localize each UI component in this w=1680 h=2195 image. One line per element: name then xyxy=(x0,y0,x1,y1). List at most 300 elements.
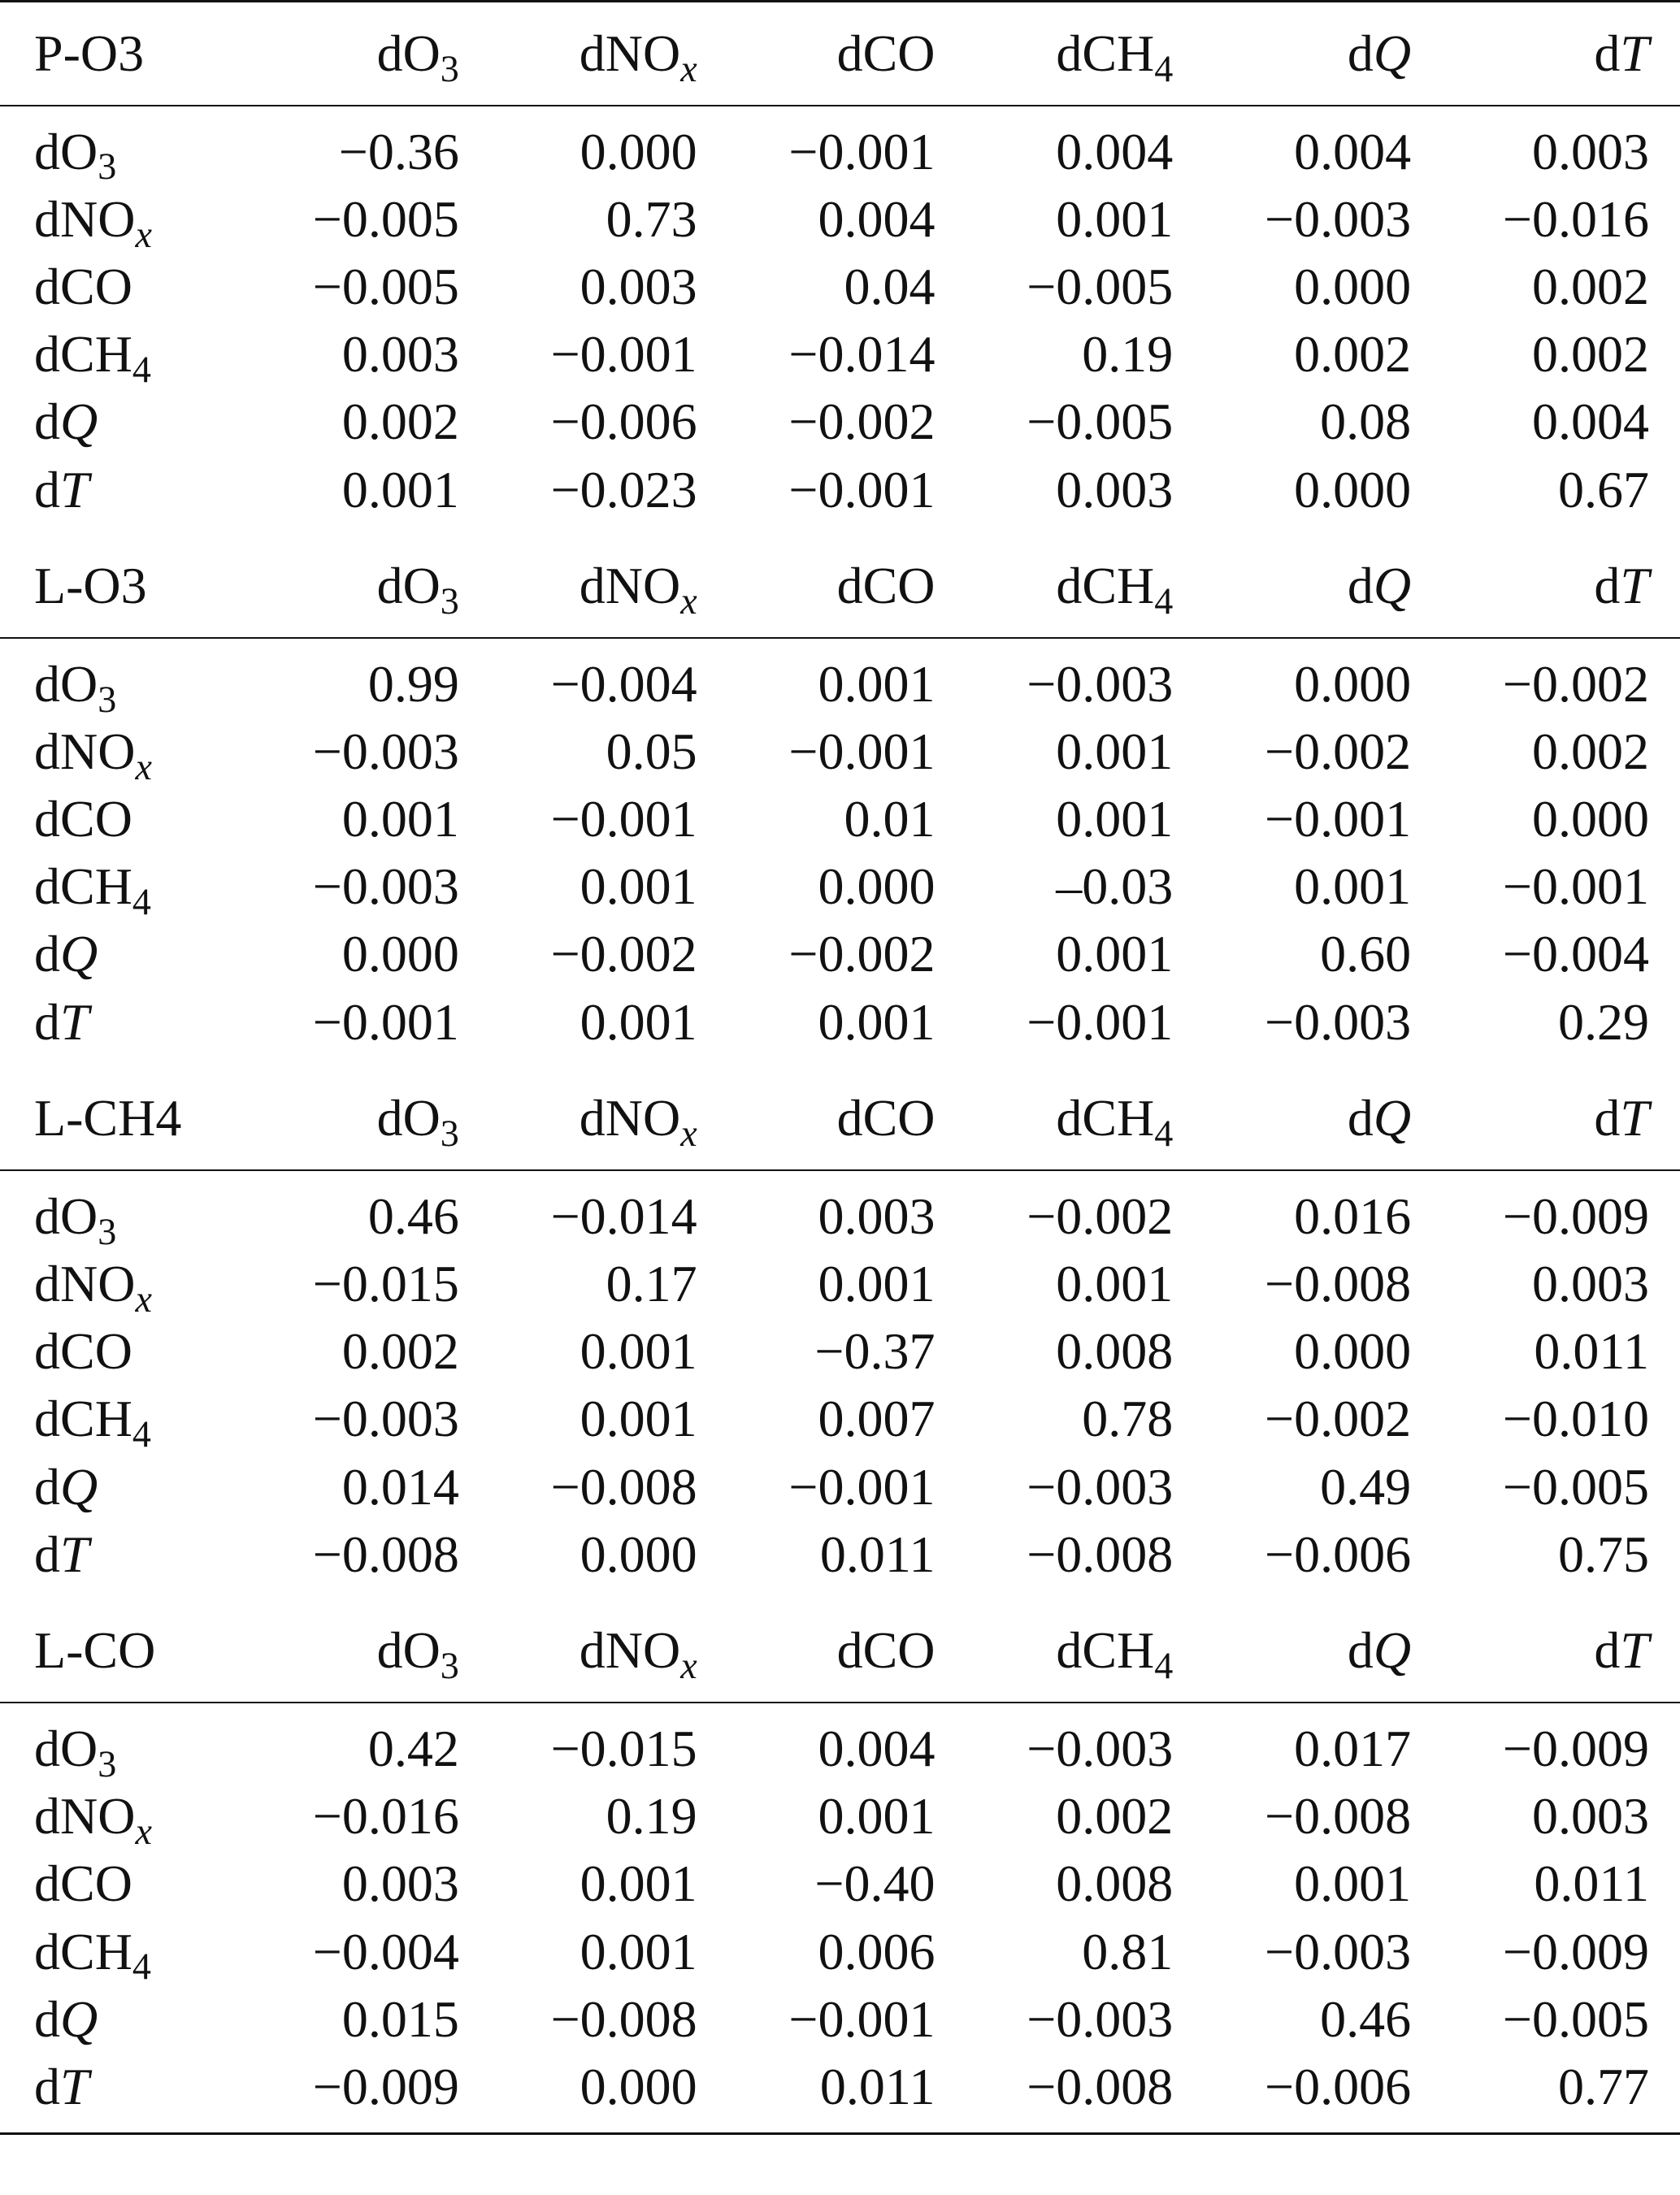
table-cell: 0.001 xyxy=(580,1854,697,1913)
row-label xyxy=(0,1703,252,1785)
table-row xyxy=(0,1170,1680,1250)
table-cell: 0.05 xyxy=(606,722,697,780)
table-cell: −0.014 xyxy=(550,1186,697,1245)
column-header-prefix: d xyxy=(376,24,403,82)
table-cell: 0.001 xyxy=(341,460,459,518)
table-cell: 0.46 xyxy=(367,1186,459,1245)
row-label xyxy=(0,1453,252,1520)
table-cell: −0.003 xyxy=(1265,189,1412,248)
row-label-prefix: d xyxy=(34,925,60,983)
table-cell: −0.009 xyxy=(252,2053,490,2133)
table-cell: 0.001 xyxy=(1056,722,1174,780)
column-header-prefix: d xyxy=(579,24,606,82)
row-label xyxy=(0,1386,252,1453)
table-cell: 0.001 xyxy=(580,1922,697,1980)
row-label xyxy=(0,1318,252,1386)
table-cell: −0.004 xyxy=(312,1922,459,1980)
column-header-prefix: d xyxy=(836,1089,863,1147)
table-row xyxy=(0,2053,1680,2133)
table-cell: 0.011 xyxy=(819,1525,936,1583)
table-row xyxy=(0,185,1680,253)
row-label-prefix: d xyxy=(34,857,60,916)
column-header-prefix: d xyxy=(1594,557,1621,615)
column-header xyxy=(252,535,490,638)
row-label-symbol: NO xyxy=(60,1255,136,1313)
column-header-symbol: NO xyxy=(605,24,681,82)
table-cell: −0.36 xyxy=(338,122,459,180)
table-cell: 0.001 xyxy=(341,790,459,848)
table-cell: −0.001 xyxy=(1027,992,1174,1051)
row-label-subscript: 4 xyxy=(132,349,151,391)
column-header xyxy=(1204,535,1442,638)
table-cell: 0.001 xyxy=(1294,857,1412,916)
row-label xyxy=(0,786,252,853)
row-label-symbol: Q xyxy=(60,925,98,983)
table-cell: −0.40 xyxy=(814,1854,936,1913)
table-cell: −0.001 xyxy=(788,722,936,780)
table-cell: −0.008 xyxy=(550,1989,697,2048)
table-cell: −0.001 xyxy=(550,790,697,848)
column-header xyxy=(1204,1599,1442,1703)
table-cell: 0.000 xyxy=(580,1525,697,1583)
column-header xyxy=(966,1067,1204,1170)
column-header xyxy=(966,2,1204,106)
table-cell: 0.001 xyxy=(818,1787,936,1846)
column-header-prefix: d xyxy=(376,1089,403,1147)
row-label-prefix: d xyxy=(34,1989,60,2048)
table-cell: 0.000 xyxy=(1532,790,1649,848)
table-cell: −0.002 xyxy=(1265,1390,1412,1448)
table-cell: −0.008 xyxy=(1265,1787,1412,1846)
table-cell: 0.000 xyxy=(1294,654,1412,713)
column-header-symbol: NO xyxy=(605,1621,681,1680)
row-label-symbol: NO xyxy=(60,1787,136,1846)
table-cell: −0.006 xyxy=(550,393,697,451)
table-row xyxy=(0,1453,1680,1520)
column-header-prefix: d xyxy=(1056,557,1083,615)
row-label-symbol: O xyxy=(60,1719,98,1777)
column-header xyxy=(728,1599,966,1703)
column-header-subscript: 3 xyxy=(440,1645,459,1687)
block-header-row xyxy=(0,2,1680,106)
table-cell: −0.015 xyxy=(312,1255,459,1313)
row-label-subscript: 4 xyxy=(132,881,151,923)
table-cell: 0.003 xyxy=(341,1854,459,1913)
table-cell: 0.001 xyxy=(818,1255,936,1313)
table-cell: 0.000 xyxy=(580,122,697,180)
row-label xyxy=(0,1783,252,1853)
row-label-subscript: 3 xyxy=(98,1742,117,1785)
row-label-prefix: d xyxy=(34,393,60,451)
row-label-prefix: d xyxy=(34,1854,60,1913)
row-label xyxy=(0,2053,252,2133)
table-cell: 0.81 xyxy=(1082,1922,1174,1980)
column-header xyxy=(1442,1067,1680,1170)
row-label-prefix: d xyxy=(34,325,60,384)
table-row xyxy=(0,988,1680,1067)
block-name: L-CO xyxy=(0,1599,252,1703)
block-header-row xyxy=(0,535,1680,638)
table-cell: −0.009 xyxy=(1502,1719,1649,1777)
table-cell: −0.001 xyxy=(1265,790,1412,848)
table-cell: 0.04 xyxy=(844,257,936,315)
table-row xyxy=(0,1985,1680,2053)
table-cell: −0.005 xyxy=(1502,1989,1649,2048)
table-row xyxy=(0,638,1680,718)
table-cell: 0.002 xyxy=(1532,325,1649,384)
table-row xyxy=(0,1386,1680,1453)
column-header-prefix: d xyxy=(1056,1621,1083,1680)
column-header-symbol: O xyxy=(402,1089,441,1147)
table-cell: 0.49 xyxy=(1320,1457,1412,1516)
table-cell: 0.77 xyxy=(1442,2053,1680,2133)
row-label-symbol: CH xyxy=(60,1390,132,1448)
column-header-prefix: d xyxy=(836,1621,863,1680)
table-row xyxy=(0,1520,1680,1599)
row-label-subscript: 3 xyxy=(98,678,117,720)
row-label xyxy=(0,1250,252,1320)
table-cell: 0.002 xyxy=(1532,722,1649,780)
table-cell: −0.023 xyxy=(550,460,697,518)
table-cell: 0.000 xyxy=(818,857,936,916)
column-header xyxy=(252,1599,490,1703)
row-label-prefix: d xyxy=(34,1525,60,1583)
table-cell: −0.003 xyxy=(1027,1457,1174,1516)
row-label-subscript: x xyxy=(135,213,152,255)
column-header xyxy=(728,535,966,638)
column-header-symbol: T xyxy=(1620,1089,1649,1147)
table-row xyxy=(0,106,1680,185)
row-label xyxy=(0,988,252,1067)
table-cell: −0.37 xyxy=(814,1322,936,1381)
row-label-symbol: NO xyxy=(60,722,136,780)
column-header-subscript: 3 xyxy=(440,47,459,89)
table-cell: −0.002 xyxy=(1502,654,1649,713)
column-header-prefix: d xyxy=(376,557,403,615)
row-label xyxy=(0,921,252,988)
column-header-subscript: x xyxy=(680,580,697,622)
column-header-subscript: x xyxy=(680,1113,697,1155)
row-label-subscript: 3 xyxy=(98,145,117,188)
table-cell: 0.19 xyxy=(1082,325,1174,384)
table-cell: −0.005 xyxy=(1027,257,1174,315)
table-cell: 0.001 xyxy=(1056,790,1174,848)
column-header-prefix: d xyxy=(579,1089,606,1147)
table-cell: 0.99 xyxy=(367,654,459,713)
column-header-symbol: CH xyxy=(1082,24,1155,82)
row-label-symbol: CH xyxy=(60,1922,132,1980)
table-cell: 0.000 xyxy=(1294,460,1412,518)
column-header xyxy=(728,1067,966,1170)
row-label-prefix: d xyxy=(34,2057,60,2115)
table-cell: −0.004 xyxy=(1502,925,1649,983)
row-label xyxy=(0,106,252,188)
column-header xyxy=(1204,1067,1442,1170)
table-cell: –0.03 xyxy=(1056,857,1174,916)
table-cell: −0.003 xyxy=(312,1390,459,1448)
table-cell: 0.01 xyxy=(844,790,936,848)
table-cell: −0.001 xyxy=(788,1989,936,2048)
column-header-symbol: O xyxy=(402,557,441,615)
table-cell: 0.003 xyxy=(1532,1787,1649,1846)
column-header-prefix: d xyxy=(1594,1621,1621,1680)
table-row xyxy=(0,853,1680,921)
table-row xyxy=(0,1850,1680,1918)
table-cell: −0.008 xyxy=(550,1457,697,1516)
column-header-symbol: NO xyxy=(605,557,681,615)
row-label-prefix: d xyxy=(34,189,60,248)
table-cell: 0.001 xyxy=(580,992,697,1051)
column-header-symbol: Q xyxy=(1373,557,1412,615)
column-header-symbol: T xyxy=(1620,557,1649,615)
row-label-prefix: d xyxy=(34,1186,60,1245)
column-header xyxy=(490,2,728,106)
table-cell: 0.000 xyxy=(1294,1322,1412,1381)
column-header xyxy=(490,535,728,638)
column-header xyxy=(966,535,1204,638)
table-cell: 0.73 xyxy=(606,189,697,248)
table-cell: −0.001 xyxy=(1502,857,1649,916)
column-header-symbol: Q xyxy=(1373,1089,1412,1147)
table-cell: 0.007 xyxy=(818,1390,936,1448)
table-cell: −0.003 xyxy=(1027,1989,1174,2048)
row-label-prefix: d xyxy=(34,790,60,848)
table-row xyxy=(0,1318,1680,1386)
table-cell: −0.016 xyxy=(1502,189,1649,248)
row-label-symbol: CO xyxy=(60,790,132,848)
table-cell: 0.017 xyxy=(1294,1719,1412,1777)
row-label xyxy=(0,1170,252,1250)
table-cell: 0.004 xyxy=(1294,122,1412,180)
column-header xyxy=(1442,2,1680,106)
table-cell: −0.002 xyxy=(788,393,936,451)
row-label xyxy=(0,1520,252,1599)
table-cell: −0.002 xyxy=(1265,722,1412,780)
table-cell: −0.003 xyxy=(1027,654,1174,713)
row-label-prefix: d xyxy=(34,1322,60,1381)
column-header xyxy=(1442,1599,1680,1703)
table-cell: 0.004 xyxy=(818,189,936,248)
column-header-prefix: d xyxy=(1594,1089,1621,1147)
table-cell: 0.67 xyxy=(1558,460,1649,518)
row-label-symbol: Q xyxy=(60,1457,98,1516)
table-cell: 0.001 xyxy=(1294,1854,1412,1913)
column-header-prefix: d xyxy=(579,1621,606,1680)
table-cell: −0.006 xyxy=(1204,2053,1442,2133)
row-label xyxy=(0,1918,252,1988)
table-cell: 0.014 xyxy=(341,1457,459,1516)
row-label xyxy=(0,253,252,320)
column-header-symbol: CO xyxy=(862,557,936,615)
table-cell: −0.005 xyxy=(312,189,459,248)
column-header-subscript: 4 xyxy=(1154,1645,1174,1687)
row-label-prefix: d xyxy=(34,654,60,713)
row-label xyxy=(0,638,252,718)
row-label-symbol: O xyxy=(60,122,98,180)
column-header-symbol: T xyxy=(1620,24,1649,82)
table-cell: 0.001 xyxy=(580,857,697,916)
table-cell: 0.08 xyxy=(1320,393,1412,451)
table-cell: −0.001 xyxy=(788,1457,936,1516)
table-cell: −0.005 xyxy=(312,257,459,315)
table-cell: −0.008 xyxy=(966,2053,1204,2133)
table-cell: 0.60 xyxy=(1320,925,1412,983)
table-cell: 0.19 xyxy=(606,1787,697,1846)
column-header-prefix: d xyxy=(579,557,606,615)
row-label-subscript: x xyxy=(135,1811,152,1853)
row-label-prefix: d xyxy=(34,1922,60,1980)
table-row xyxy=(0,456,1680,535)
column-header xyxy=(1442,535,1680,638)
table-cell: 0.002 xyxy=(1532,257,1649,315)
table-cell: 0.003 xyxy=(1532,122,1649,180)
table-cell: −0.002 xyxy=(550,925,697,983)
row-label-subscript: x xyxy=(135,745,152,787)
row-label xyxy=(0,321,252,391)
table-cell: 0.015 xyxy=(341,1989,459,2048)
table-cell: 0.42 xyxy=(367,1719,459,1777)
column-header-prefix: d xyxy=(1056,1089,1083,1147)
table-row xyxy=(0,1250,1680,1317)
column-header xyxy=(1204,2,1442,106)
table-cell: 0.17 xyxy=(606,1255,697,1313)
column-header-subscript: 4 xyxy=(1154,580,1174,622)
column-header-prefix: d xyxy=(1347,24,1374,82)
row-label-symbol: CH xyxy=(60,325,132,384)
row-label-symbol: CO xyxy=(60,257,132,315)
row-label-symbol: CO xyxy=(60,1854,132,1913)
block-name: L-O3 xyxy=(0,535,252,638)
column-header-symbol: CO xyxy=(862,1621,936,1680)
column-header-symbol: CH xyxy=(1082,1089,1155,1147)
column-header xyxy=(490,1067,728,1170)
table-cell: −0.014 xyxy=(788,325,936,384)
column-header-symbol: T xyxy=(1620,1621,1649,1680)
row-label-symbol: T xyxy=(60,992,89,1051)
column-header-symbol: NO xyxy=(605,1089,681,1147)
table-cell: −0.015 xyxy=(550,1719,697,1777)
row-label-symbol: T xyxy=(60,460,89,518)
column-header-symbol: Q xyxy=(1373,1621,1412,1680)
row-label-subscript: 4 xyxy=(132,1413,151,1455)
table-cell: −0.004 xyxy=(550,654,697,713)
table-cell: 0.016 xyxy=(1294,1186,1412,1245)
table-cell: 0.001 xyxy=(580,1322,697,1381)
column-header-subscript: x xyxy=(680,1645,697,1687)
row-label-symbol: CO xyxy=(60,1322,132,1381)
table-cell: 0.29 xyxy=(1558,992,1649,1051)
row-label-prefix: d xyxy=(34,1457,60,1516)
block-name: P-O3 xyxy=(0,2,252,106)
table-cell: 0.003 xyxy=(580,257,697,315)
row-label-symbol: O xyxy=(60,654,98,713)
table-cell: −0.003 xyxy=(312,722,459,780)
table-cell: 0.78 xyxy=(1082,1390,1174,1448)
row-label-subscript: x xyxy=(135,1278,152,1320)
table-cell: 0.001 xyxy=(818,654,936,713)
row-label xyxy=(0,388,252,456)
table-cell: 0.004 xyxy=(1056,122,1174,180)
row-label-prefix: d xyxy=(34,257,60,315)
table-row xyxy=(0,718,1680,785)
table-cell: 0.004 xyxy=(818,1719,936,1777)
table-cell: −0.005 xyxy=(1502,1457,1649,1516)
row-label-prefix: d xyxy=(34,722,60,780)
row-label xyxy=(0,853,252,921)
table-cell: 0.001 xyxy=(580,1390,697,1448)
row-label-prefix: d xyxy=(34,460,60,518)
row-label-prefix: d xyxy=(34,122,60,180)
table-cell: −0.009 xyxy=(1502,1186,1649,1245)
column-header-subscript: 3 xyxy=(440,580,459,622)
row-label xyxy=(0,1985,252,2053)
table-cell: 0.001 xyxy=(1056,925,1174,983)
table-cell: −0.001 xyxy=(788,122,936,180)
table-cell: −0.003 xyxy=(1265,1922,1412,1980)
table-cell: 0.001 xyxy=(818,992,936,1051)
table-cell: −0.006 xyxy=(1265,1525,1412,1583)
table-cell: −0.005 xyxy=(1027,393,1174,451)
table-cell: −0.008 xyxy=(1027,1525,1174,1583)
table-cell: −0.009 xyxy=(1502,1922,1649,1980)
row-label-prefix: d xyxy=(34,1719,60,1777)
table-cell: 0.006 xyxy=(818,1922,936,1980)
row-label-symbol: O xyxy=(60,1186,98,1245)
column-header-prefix: d xyxy=(836,557,863,615)
table-row xyxy=(0,1703,1680,1782)
row-label-subscript: 4 xyxy=(132,1946,151,1988)
table-row xyxy=(0,1783,1680,1850)
row-label-symbol: CH xyxy=(60,857,132,916)
table-body xyxy=(0,2,1680,2134)
table-row xyxy=(0,1918,1680,1985)
table-cell: 0.000 xyxy=(490,2053,728,2133)
row-label-prefix: d xyxy=(34,1787,60,1846)
table-cell: 0.000 xyxy=(1294,257,1412,315)
table-cell: −0.002 xyxy=(788,925,936,983)
column-header-prefix: d xyxy=(1056,24,1083,82)
row-label-symbol: T xyxy=(60,1525,89,1583)
table-cell: 0.000 xyxy=(341,925,459,983)
column-header-symbol: O xyxy=(402,24,441,82)
table-cell: −0.003 xyxy=(1027,1719,1174,1777)
table-cell: −0.016 xyxy=(312,1787,459,1846)
table-row xyxy=(0,786,1680,853)
column-header-subscript: 3 xyxy=(440,1113,459,1155)
table-cell: −0.008 xyxy=(312,1525,459,1583)
table-cell: −0.001 xyxy=(788,460,936,518)
row-label xyxy=(0,456,252,535)
table-cell: 0.001 xyxy=(1056,1255,1174,1313)
column-header-symbol: CH xyxy=(1082,1621,1155,1680)
table-cell: 0.003 xyxy=(341,325,459,384)
table-cell: −0.010 xyxy=(1502,1390,1649,1448)
table-cell: 0.004 xyxy=(1532,393,1649,451)
column-header-symbol: CO xyxy=(862,1089,936,1147)
table-row xyxy=(0,388,1680,456)
table-cell: 0.002 xyxy=(1294,325,1412,384)
row-label xyxy=(0,185,252,253)
table-cell: 0.011 xyxy=(1534,1322,1649,1381)
table-cell: 0.46 xyxy=(1320,1989,1412,2048)
row-label-symbol: Q xyxy=(60,1989,98,2048)
block-name: L-CH4 xyxy=(0,1067,252,1170)
block-header-row xyxy=(0,1599,1680,1703)
column-header xyxy=(490,1599,728,1703)
table-cell: 0.008 xyxy=(1056,1322,1174,1381)
column-header-prefix: d xyxy=(1347,1089,1374,1147)
column-header xyxy=(252,1067,490,1170)
